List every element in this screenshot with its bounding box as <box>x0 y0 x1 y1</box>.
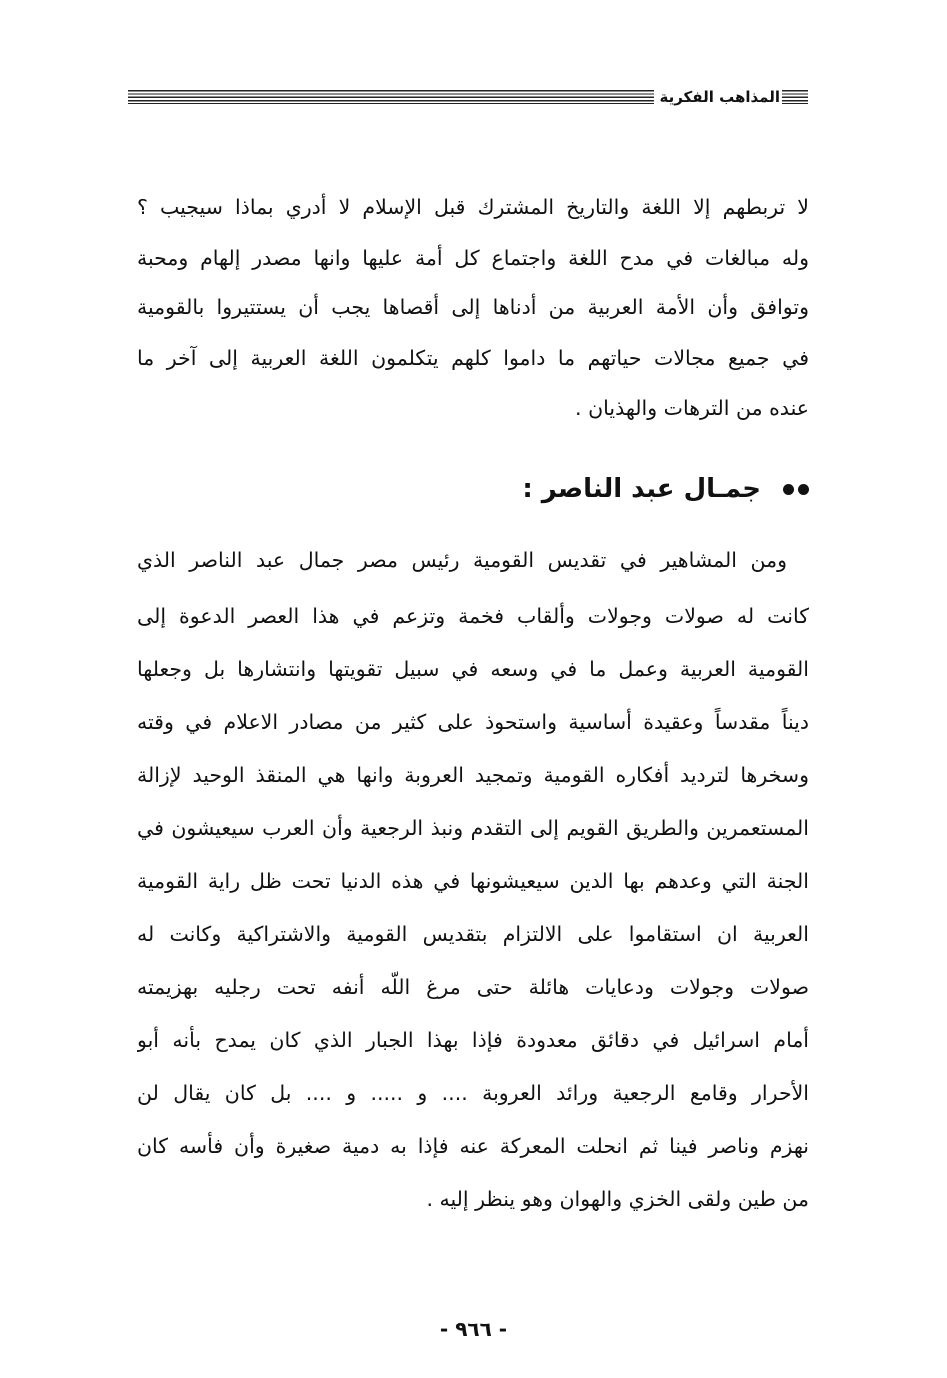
text-line: عنده من الترهات والهذيان . <box>575 396 809 420</box>
text-line: وتوافق وأن الأمة العربية من أدناها إلى أقصاها يجب أن يستتيروا بالقومية <box>137 295 809 319</box>
text-line: كانت له صولات وجولات وألقاب فخمة وتزعم في هذا العصر الدعوة إلى <box>137 604 809 628</box>
header-rule <box>128 90 654 104</box>
text-line: المستعمرين والطريق القويم إلى التقدم ونبذ الرجعية وأن العرب سيعيشون في <box>137 816 809 840</box>
heading-bullets <box>779 484 809 495</box>
page-number: - ٩٦٦ - <box>439 1317 508 1341</box>
bullet-icon <box>798 484 809 495</box>
text-line: أمام اسرائيل في دقائق معدودة فإذا بهذا الجبار الذي كان يمدح بأنه أبو <box>137 1028 809 1052</box>
text-line: من طين ولقى الخزي والهوان وهو ينظر إليه . <box>426 1187 809 1211</box>
text-line: وسخرها لترديد أفكاره القومية وتمجيد العروبة وانها هي المنقذ الوحيد لإزالة <box>137 763 809 787</box>
text-line: ومن المشاهير في تقديس القومية رئيس مصر جمال عبد الناصر الذي <box>137 548 787 572</box>
running-header <box>128 82 808 112</box>
text-line: في جميع مجالات حياتهم ما داموا كلهم يتكلمون اللغة العربية إلى آخر ما <box>137 346 809 370</box>
text-line: لا تربطهم إلا اللغة والتاريخ المشترك قبل الإسلام لا أدري بماذا سيجيب ؟ <box>137 195 809 219</box>
text-line: القومية العربية وعمل ما في وسعه في سبيل تقويتها وانتشارها بل وجعلها <box>137 657 809 681</box>
text-line: نهزم وناصر فينا ثم انحلت المعركة عنه فإذا به دمية صغيرة وأن فأسه كان <box>137 1134 809 1158</box>
bullet-icon <box>783 484 794 495</box>
section-heading <box>522 466 809 512</box>
text-line: الأحرار وقامع الرجعية ورائد العروبة .... و ..... و .... بل كان يقال لن <box>137 1081 809 1105</box>
header-ornament <box>782 90 808 104</box>
text-line: ديناً مقدساً وعقيدة أساسية واستحوذ على كثير من مصادر الاعلام في وقته <box>137 710 809 734</box>
heading-text: جمـال عبد الناصر : <box>522 474 761 504</box>
text-line: الجنة التي وعدهم بها الدين سيعيشونها في هذه الدنيا تحت ظل راية القومية <box>137 869 809 893</box>
running-title: المذاهب الفكرية <box>659 88 780 106</box>
text-line: وله مبالغات في مدح اللغة واجتماع كل أمة عليها وانها مصدر إلهام ومحبة <box>137 246 809 270</box>
text-line: العربية ان استقاموا على الالتزام بتقديس القومية والاشتراكية وكانت له <box>137 922 809 946</box>
text-line: صولات وجولات ودعايات هائلة حتى مرغ اللّه أنفه تحت رجليه بهزيمته <box>137 975 809 999</box>
